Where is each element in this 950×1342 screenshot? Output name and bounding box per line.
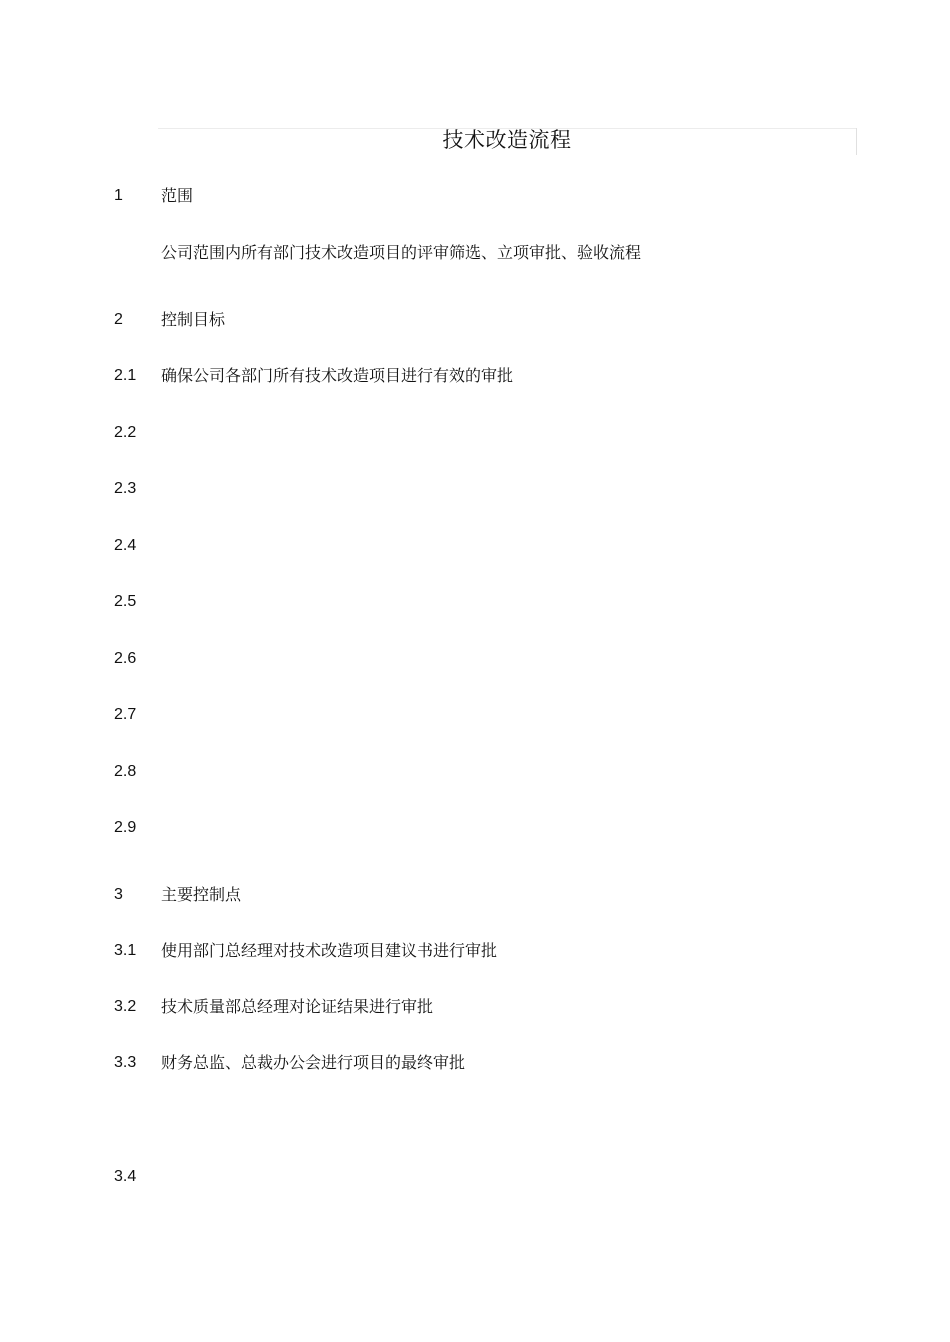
item-number: 3.2 [114,998,137,1015]
section-heading: 主要控制点 [161,885,242,904]
item-text: 技术质量部总经理对论证结果进行审批 [161,997,434,1016]
section-number: 1 [114,187,123,204]
item-number: 2.9 [114,819,137,836]
item-number: 2.8 [114,763,137,780]
scope-paragraph: 公司范围内所有部门技术改造项目的评审筛选、立项审批、验收流程 [161,243,642,262]
item-number: 3.4 [114,1168,137,1185]
item-text: 使用部门总经理对技术改造项目建议书进行审批 [161,941,498,960]
document-title: 技术改造流程 [442,128,572,152]
item-number: 2.5 [114,593,137,610]
item-number: 2.6 [114,650,137,667]
item-number: 3.3 [114,1054,137,1071]
item-number: 2.3 [114,480,137,497]
item-number: 2.1 [114,367,137,384]
item-number: 3.1 [114,942,137,959]
item-text: 财务总监、总裁办公会进行项目的最终审批 [161,1053,466,1072]
item-number: 2.2 [114,424,137,441]
section-number: 2 [114,311,123,328]
title-edge-mark [856,128,857,155]
section-number: 3 [114,886,123,903]
item-number: 2.7 [114,706,137,723]
section-heading: 范围 [161,186,194,205]
section-heading: 控制目标 [161,310,226,329]
item-number: 2.4 [114,537,137,554]
item-text: 确保公司各部门所有技术改造项目进行有效的审批 [161,366,514,385]
